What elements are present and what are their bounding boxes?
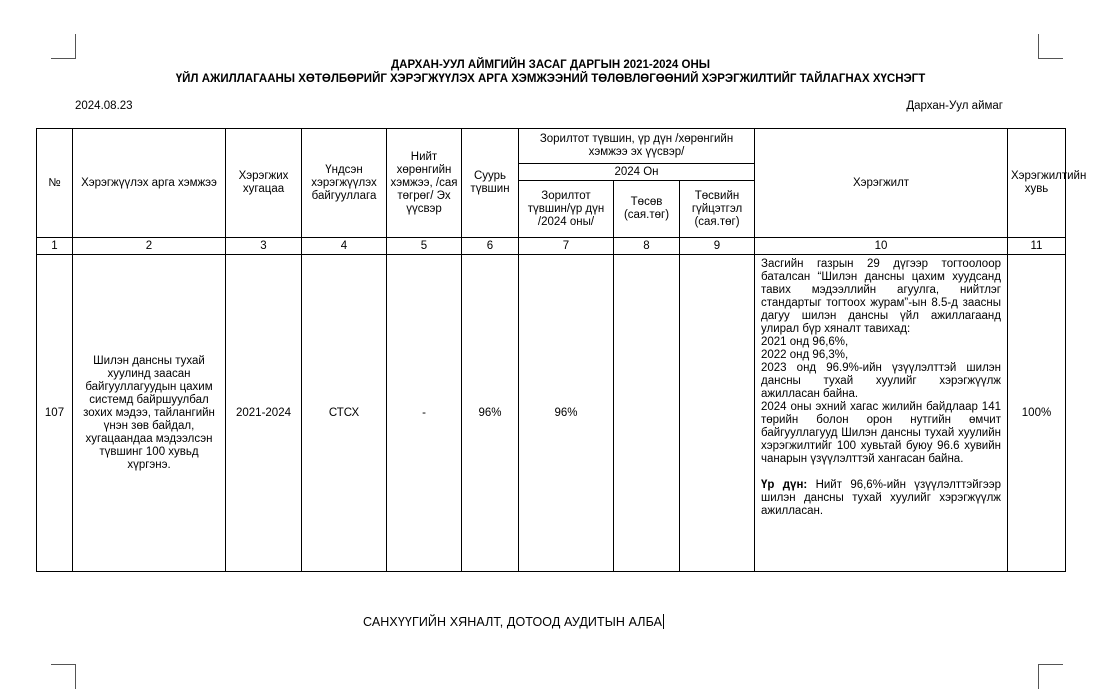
row-org: СТСХ: [302, 255, 387, 572]
row-period: 2021-2024: [226, 255, 302, 572]
table-row: [37, 255, 1066, 572]
row-number: 107: [37, 255, 73, 572]
page-corner-mark-top-left: [51, 34, 76, 59]
column-number: 10: [755, 238, 1008, 255]
col-header-org: Үндсэн хэрэгжүүлэх байгууллага: [302, 129, 387, 238]
col-header-target-level: Зорилтот түвшин/үр дүн /2024 оны/: [519, 181, 614, 238]
row-percent: 100%: [1008, 255, 1066, 572]
col-header-year: 2024 Он: [519, 164, 755, 181]
implementation-paragraph: Засгийн газрын 29 дүгээр тогтоолоор баталсан “Шилэн дансны цахим хуудсанд тавих мэдээллийн агуулга, нийтлэг стандартыг тогтоох журам”-ын 8.5-д заасны дагуу шилэн дансны үйл ажиллагаанд улирал бүр хяналт тавихад:: [761, 258, 1001, 335]
row-target-level: 96%: [519, 255, 614, 572]
column-number: 5: [387, 238, 462, 255]
col-header-budget-execution: Төсвийн гүйцэтгэл (сая.төг): [680, 181, 755, 238]
column-number: 6: [462, 238, 519, 255]
column-number: 7: [519, 238, 614, 255]
row-implementation: [755, 255, 1008, 572]
report-date: 2024.08.23: [75, 100, 133, 112]
report-table: [36, 128, 1087, 572]
col-header-no: №: [37, 129, 73, 238]
column-number: 2: [73, 238, 226, 255]
header-row-1: [37, 129, 1066, 164]
row-budget-execution: [680, 255, 755, 572]
col-header-implementation: Хэрэгжилт: [755, 129, 1008, 238]
column-number: 4: [302, 238, 387, 255]
page-corner-mark-bottom-right: [1038, 664, 1063, 689]
column-number: 9: [680, 238, 755, 255]
document-title-line-1: ДАРХАН-УУЛ АЙМГИЙН ЗАСАГ ДАРГЫН 2021-2024 ОНЫ: [390, 59, 711, 71]
column-number-row: [37, 238, 1066, 255]
implementation-paragraph: 2023 онд 96.9%-ийн үзүүлэлттэй шилэн дансны тухай хуулийг хэрэгжүүлж ажилласан байна.: [761, 362, 1001, 400]
col-header-baseline: Суурь түвшин: [462, 129, 519, 238]
col-header-period: Хэрэгжих хугацаа: [226, 129, 302, 238]
column-number: 3: [226, 238, 302, 255]
column-number: 1: [37, 238, 73, 255]
document-title-line-2: ҮЙЛ АЖИЛЛАГААНЫ ХӨТӨЛБӨРИЙГ ХЭРЭГЖҮҮЛЭХ АРГА ХЭМЖЭЭНИЙ ТӨЛӨВЛӨГӨӨНИЙ ХЭРЭГЖИЛТИЙГ ТАЙЛАГНАХ ХҮСНЭГТ: [175, 73, 926, 85]
result-label: Үр дүн:: [761, 479, 808, 491]
row-measure: Шилэн дансны тухай хуулинд заасан байгууллагуудын цахим системд байршуулбал зохих мэдээ, тайлангийн үнэн зөв байдал, хугацаандаа мэдээлсэн түвшинг 100 хувьд хүргэнэ.: [73, 255, 226, 572]
paragraph-spacer: [761, 466, 1001, 479]
implementation-line: 2021 онд 96,6%,: [761, 336, 849, 348]
report-location: Дархан-Уул аймаг: [906, 100, 1003, 112]
implementation-paragraph: 2024 оны эхний хагас жилийн байдлаар 141 төрийн болон орон нутгийн өмчит байгууллагууд Шилэн дансны тухай хуулийн хэрэгжилтийг 100 хувьтай буюу 96.6 хувийн чанарын үзүүлэлттэй хангасан байна.: [761, 401, 1001, 465]
col-header-measure: Хэрэгжүүлэх арга хэмжээ: [73, 129, 226, 238]
column-number: 8: [614, 238, 680, 255]
col-header-percent: Хэрэгжилтийн хувь: [1008, 129, 1066, 238]
col-header-total-resource: Нийт хөрөнгийн хэмжээ, /сая төгрөг/ Эх үүсвэр: [387, 129, 462, 238]
row-budget: [614, 255, 680, 572]
footer-department[interactable]: [363, 614, 664, 629]
result-text: Нийт 96,6%-ийн үзүүлэлттэйгээр шилэн дансны тухай хуулийг хэрэгжүүлж ажилласан.: [761, 479, 1001, 517]
row-total-resource: -: [387, 255, 462, 572]
col-header-budget: Төсөв (сая.төг): [614, 181, 680, 238]
text-cursor: [663, 614, 664, 629]
col-header-target-group: Зорилтот түвшин, үр дүн /хөрөнгийн хэмжээ эх үүсвэр/: [519, 129, 755, 164]
page-corner-mark-top-right: [1038, 34, 1063, 59]
footer-text: САНХҮҮГИЙН ХЯНАЛТ, ДОТООД АУДИТЫН АЛБА: [363, 615, 663, 629]
row-baseline: 96%: [462, 255, 519, 572]
result-paragraph: [761, 479, 1001, 518]
column-number: 11: [1008, 238, 1066, 255]
implementation-line: 2022 онд 96,3%,: [761, 349, 849, 361]
page-corner-mark-bottom-left: [51, 664, 76, 689]
